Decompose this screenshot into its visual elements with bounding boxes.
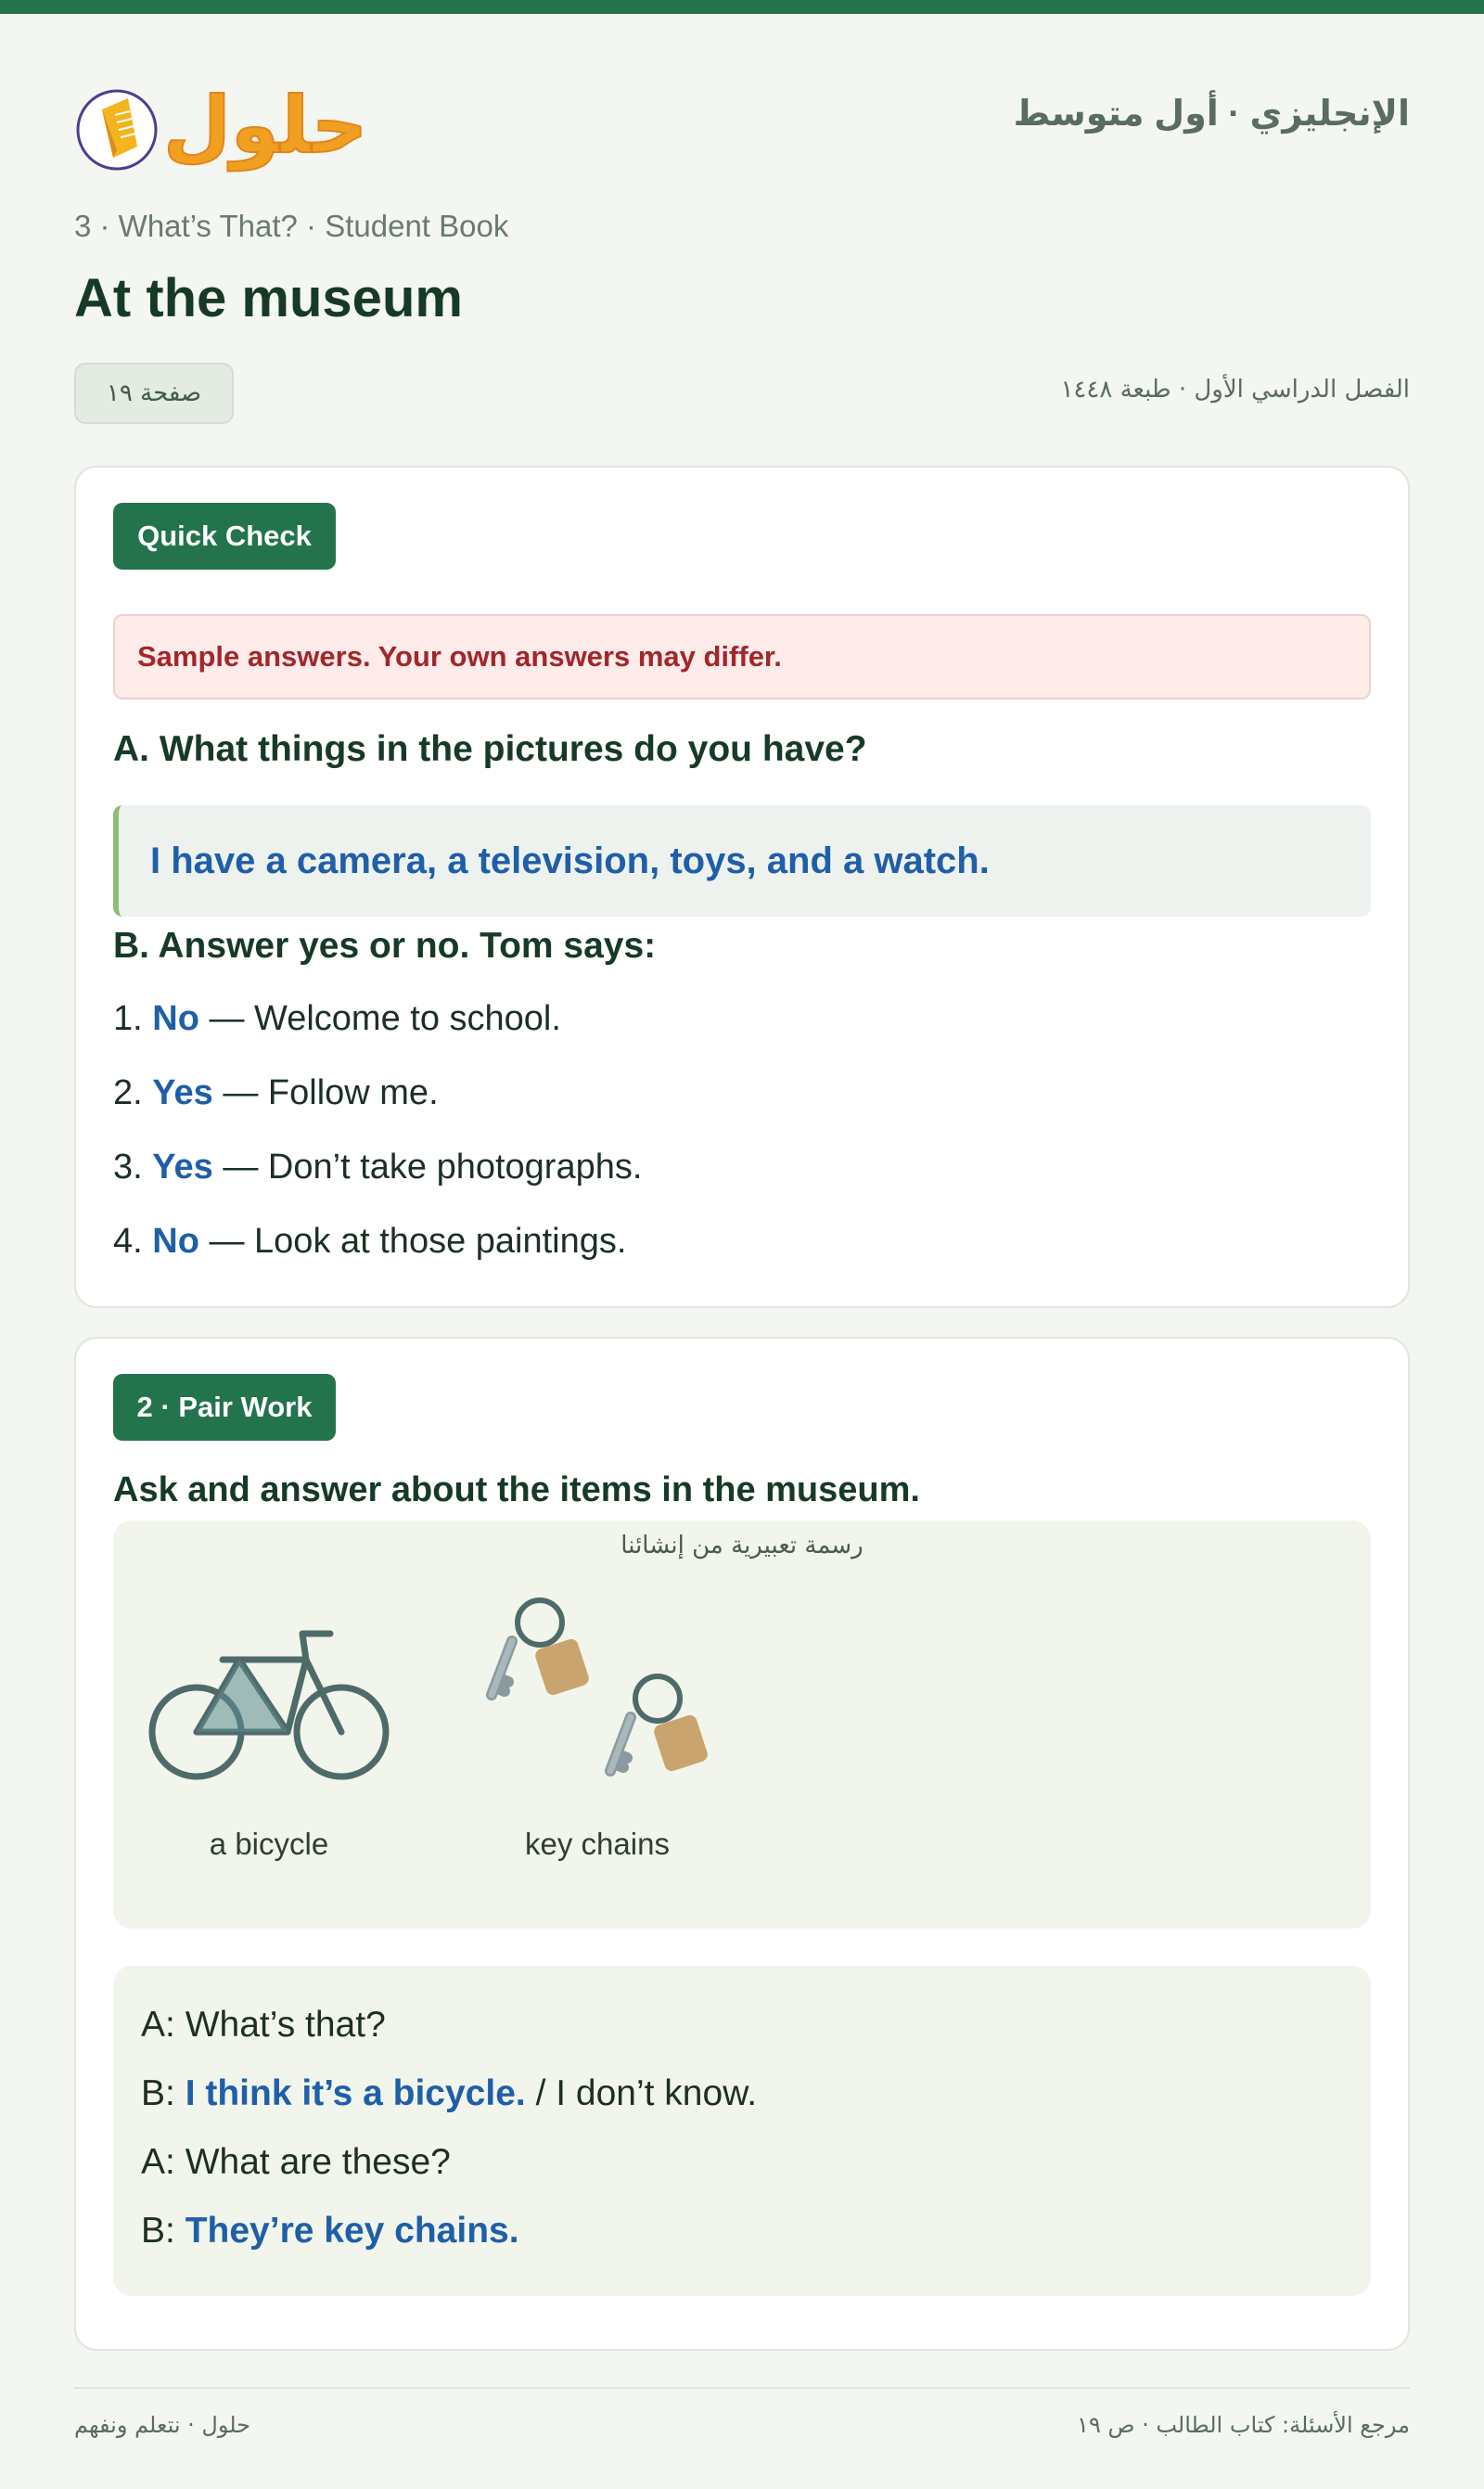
dialog-line (141, 2211, 519, 2252)
dialog-line (141, 2005, 386, 2046)
dialog-rest: / I don’t know. (535, 2073, 758, 2113)
quick-check-card (74, 466, 1410, 1308)
item-answer: No (152, 1222, 199, 1261)
dialog-answer: They’re key chains. (185, 2211, 519, 2251)
item-number: 3. (113, 1148, 143, 1187)
footer-reference: مرجع الأسئلة: كتاب الطالب · ص ١٩ (1077, 2412, 1410, 2438)
item-number: 1. (113, 999, 143, 1038)
item-text: — Follow me. (223, 1073, 439, 1112)
pair-work-card (74, 1337, 1410, 2351)
question-b: B. Answer yes or no. Tom says: (113, 926, 657, 966)
bicycle-icon (148, 1623, 394, 1799)
answer-item (113, 999, 561, 1039)
page-header (74, 56, 1410, 186)
breadcrumb: 3 · What’s That? · Student Book (74, 209, 509, 243)
item-text: — Look at those paintings. (209, 1222, 627, 1261)
item-number: 4. (113, 1222, 143, 1261)
dialog-speaker: B: (141, 2211, 175, 2251)
subject-title: الإنجليزي · أول متوسط (1013, 95, 1410, 134)
term-info: الفصل الدراسي الأول · طبعة ١٤٤٨ (1060, 376, 1410, 404)
quick-check-badge: Quick Check (113, 503, 336, 570)
dialog-speaker: A: (141, 2005, 175, 2045)
footer-divider (74, 2387, 1410, 2389)
hulul-logo[interactable] (74, 63, 368, 173)
illustration-panel (113, 1520, 1371, 1929)
dialog-line (141, 2073, 757, 2114)
page-title: At the museum (74, 268, 463, 328)
answer-item (113, 1148, 642, 1187)
item-answer: No (152, 999, 199, 1038)
pair-work-badge: 2 · Pair Work (113, 1374, 336, 1441)
dialog-line (141, 2142, 451, 2183)
item-text: — Don’t take photographs. (223, 1148, 643, 1187)
dialog-answer: I think it’s a bicycle. (185, 2073, 526, 2113)
dialog-speaker: A: (141, 2142, 175, 2182)
item-text: — Welcome to school. (209, 999, 561, 1038)
item-answer: Yes (152, 1148, 213, 1187)
dialog-panel (113, 1966, 1371, 2296)
sample-answers-note: Sample answers. Your own answers may differ. (113, 614, 1371, 699)
answer-a-text: I have a camera, a television, toys, and a watch. (150, 840, 990, 881)
dialog-text: What are these? (185, 2142, 451, 2182)
answer-item (113, 1222, 626, 1262)
item-number: 2. (113, 1073, 143, 1112)
key-chains-icon (475, 1585, 725, 1799)
answer-a-box (113, 805, 1371, 917)
question-a: A. What things in the pictures do you have? (113, 729, 867, 769)
answer-item (113, 1073, 439, 1113)
dialog-speaker: B: (141, 2073, 175, 2113)
page-number-badge: صفحة ١٩ (74, 363, 234, 424)
top-accent-bar (0, 0, 1484, 14)
key-chains-label: key chains (525, 1827, 670, 1861)
dialog-text: What’s that? (185, 2005, 386, 2045)
footer-tagline: حلول · نتعلم ونفهم (74, 2412, 250, 2438)
pair-work-question: Ask and answer about the items in the museum. (113, 1470, 920, 1509)
illustration-caption: رسمة تعبيرية من إنشائنا (620, 1532, 864, 1559)
item-answer: Yes (152, 1073, 213, 1112)
logo-wordmark: حلول (163, 80, 368, 171)
bicycle-label: a bicycle (209, 1827, 329, 1861)
